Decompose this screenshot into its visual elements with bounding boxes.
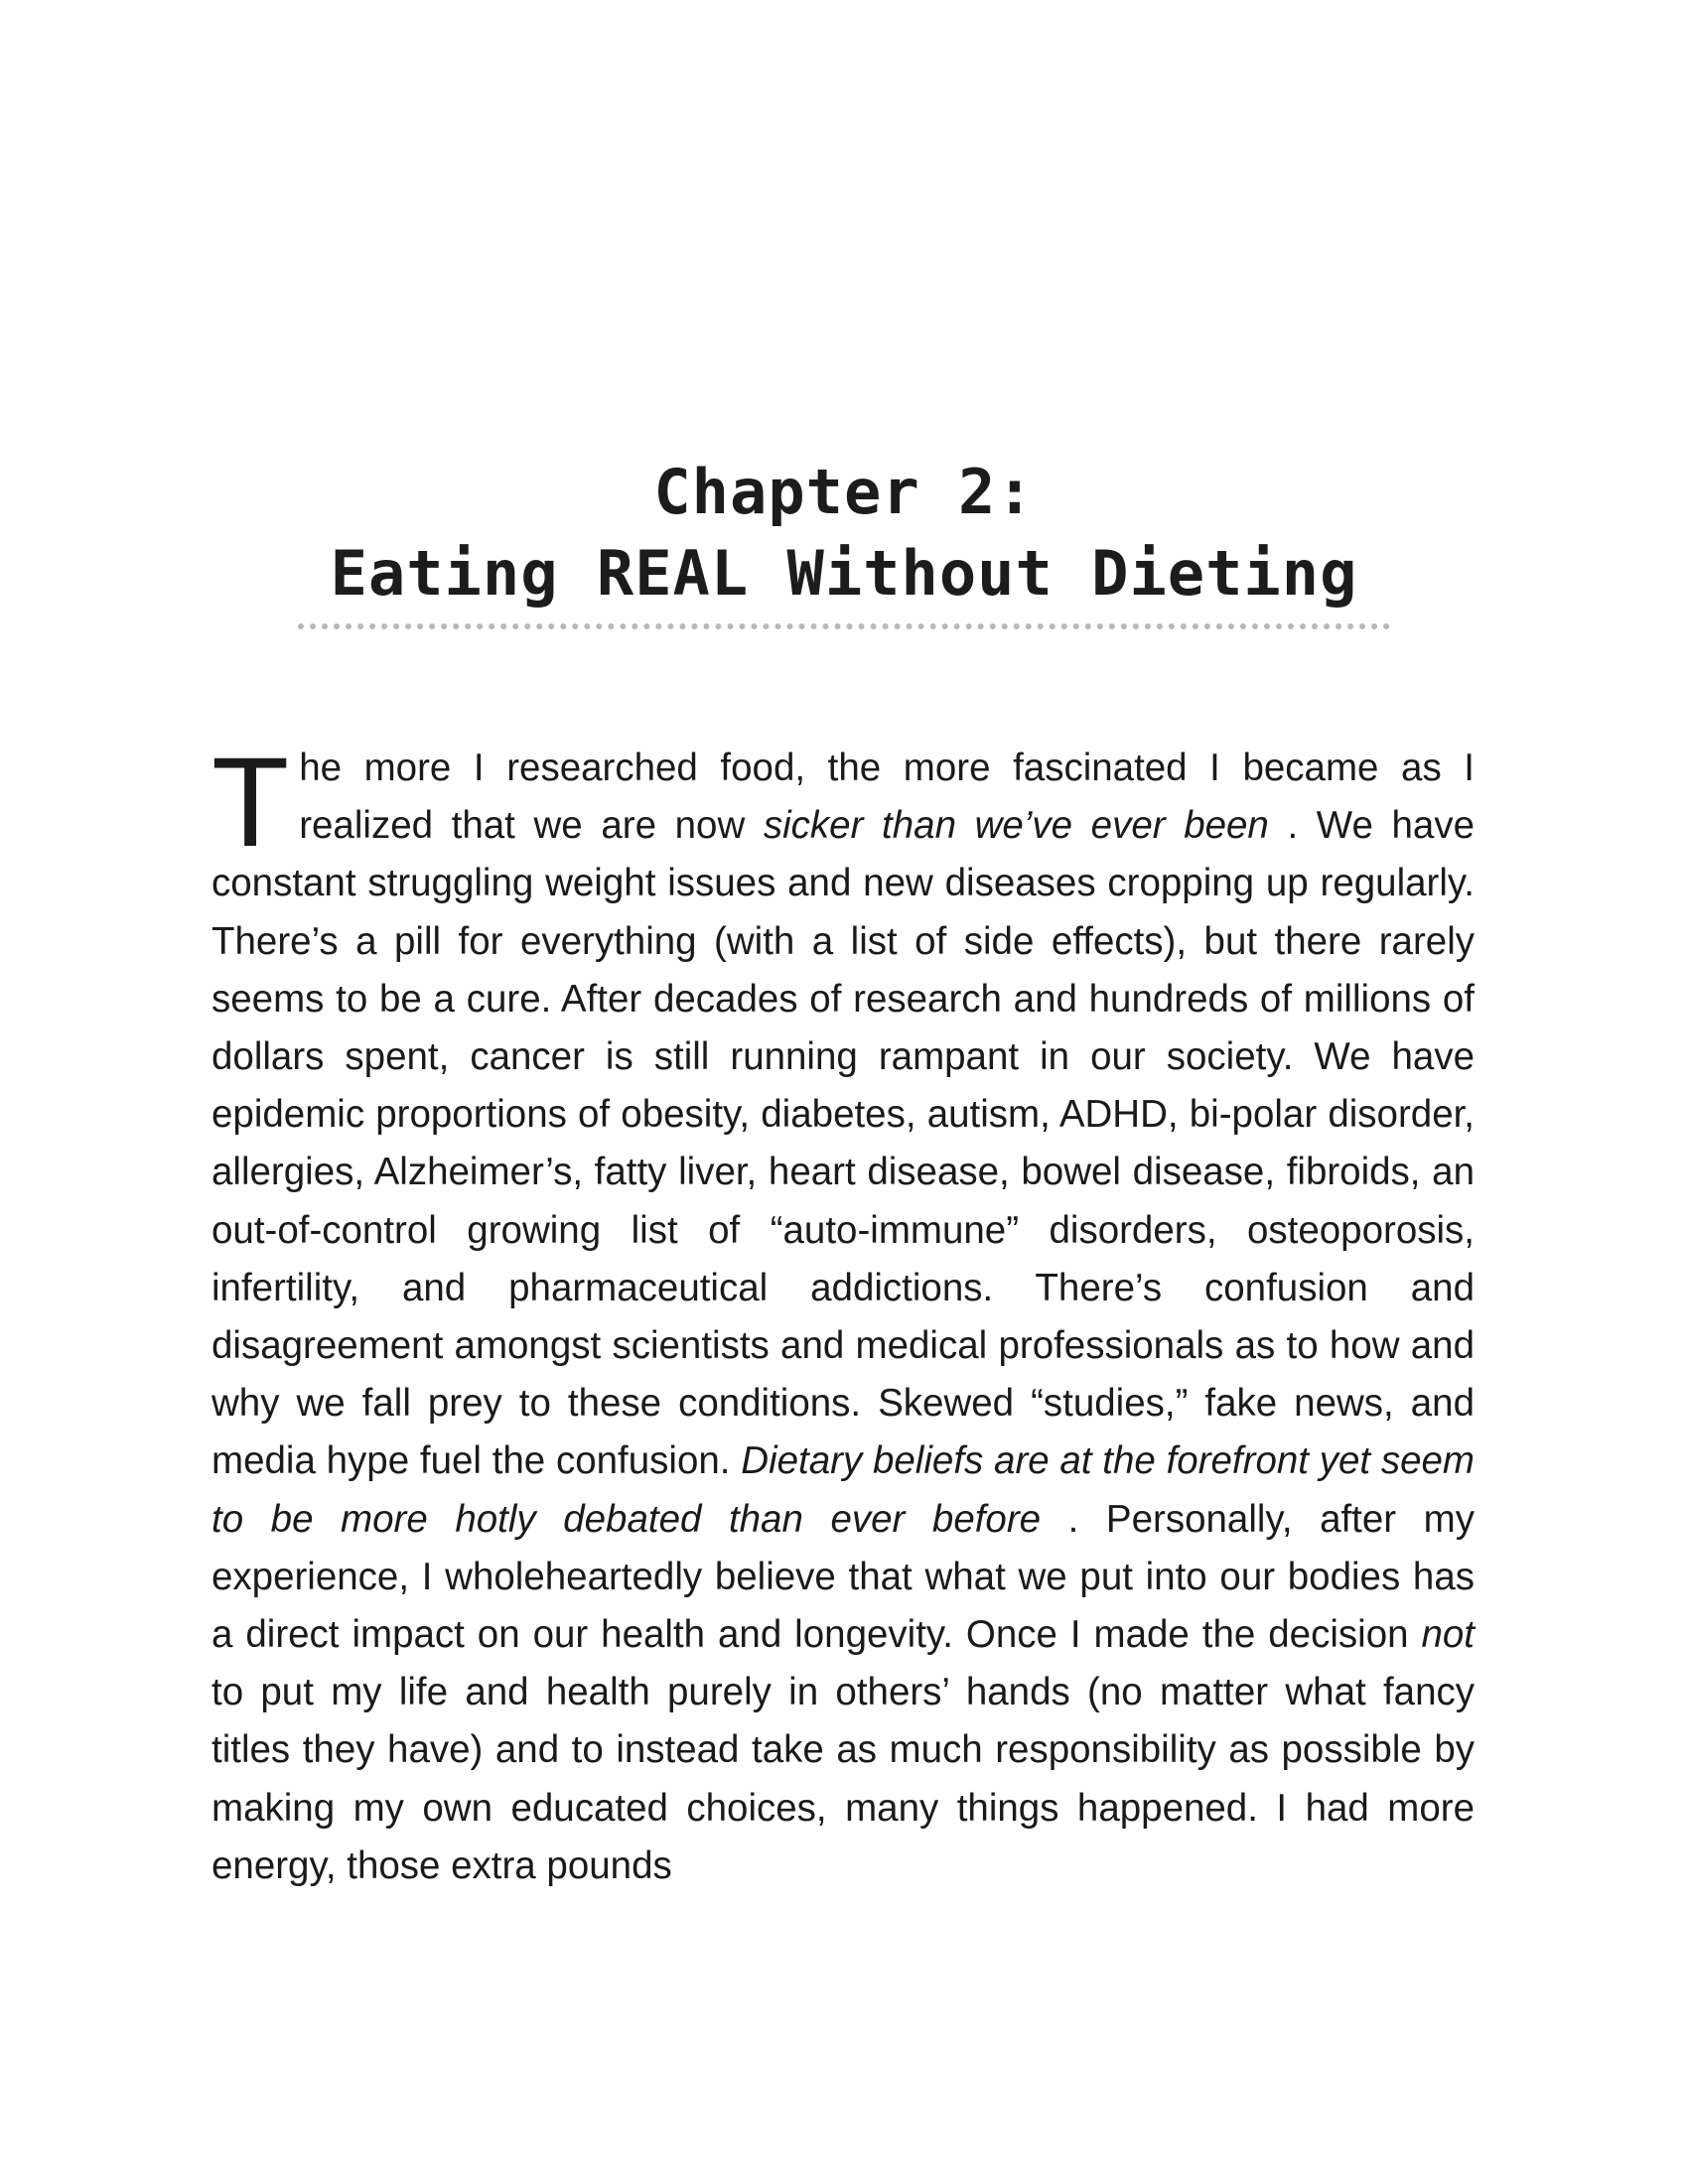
body-paragraph — [211, 732, 1475, 1895]
chapter-number: Chapter 2: — [653, 456, 1035, 528]
emphasis-text: sicker than we’ve ever been — [763, 804, 1269, 848]
title-dotted-rule — [298, 623, 1390, 629]
chapter-title: Eating REAL Without Dieting — [330, 537, 1358, 610]
text-segment: . Personally, after my experience, I wholeheartedly believe that what we put into our bodies has a direct impact on our health and longevity. Once I made the decision — [211, 1497, 1475, 1657]
text-segment: . We have constant struggling weight issues and new diseases cropping up regularly. There’s a pill for everything (with a list of side effects), but there rarely seems to be a cure. After decades of research and hundreds of millions of dollars spent, cancer is still running rampant in our society. We have epidemic proportions of obesity, diabetes, autism, ADHD, bi-polar disorder, allergies, Alzheimer’s, fatty liver, heart disease, bowel disease, fibroids, an out-of-control growing list of “auto-immune” disorders, osteoporosis, infertility, and pharmaceutical addictions. There’s confusion and disagreement amongst scientists and medical professionals as to how and why we fall prey to these conditions. Skewed “studies,” fake news, and media hype fuel the confusion. — [211, 804, 1475, 1483]
emphasis-text: Dietary beliefs are at the forefront yet seem to be more hotly debated than ever before — [211, 1439, 1475, 1541]
text-segment: to put my life and health purely in others’ hands (no matter what fancy titles they have) and to instead take as much responsibility as possible by making my own educated choices, many things happened. I had more energy, those extra pounds — [211, 1671, 1475, 1887]
drop-cap: T — [211, 732, 290, 874]
emphasis-text: not — [1421, 1613, 1475, 1657]
chapter-heading — [0, 452, 1688, 614]
text-segment: he more I researched food, the more fascinated I became as I realized that we are now — [299, 747, 1475, 848]
